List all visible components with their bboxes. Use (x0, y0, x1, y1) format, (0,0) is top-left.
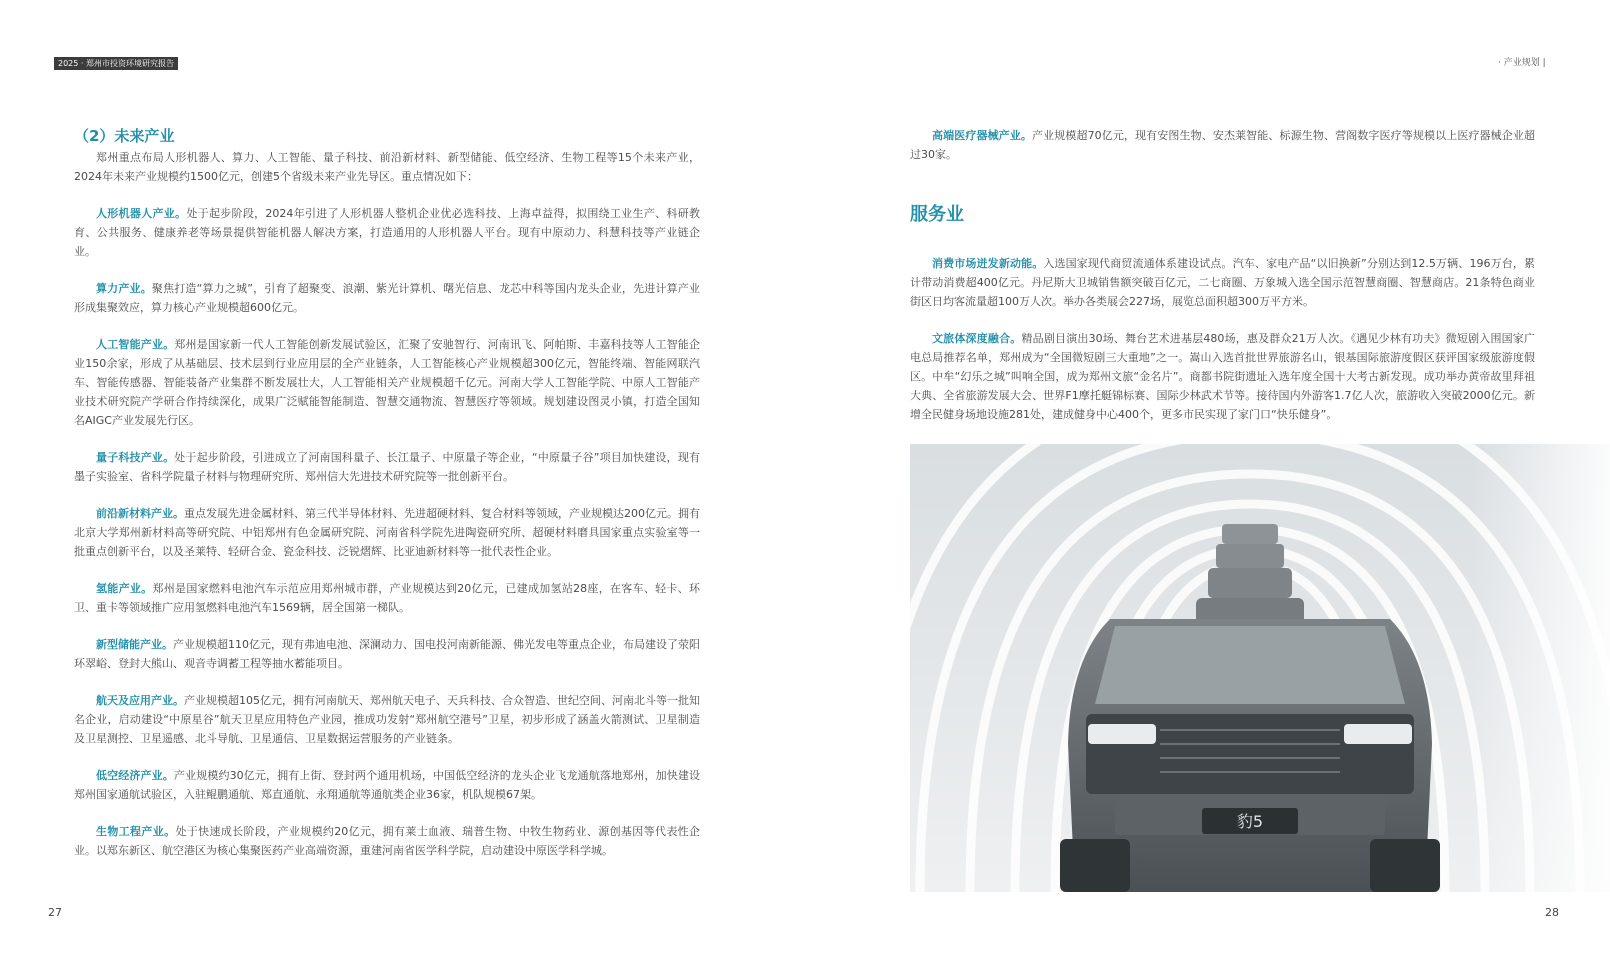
industry-item-keyword: 量子科技产业。 (96, 451, 175, 464)
service-item-paragraph (910, 254, 1535, 311)
medical-device-keyword: 高端医疗器械产业。 (932, 129, 1033, 142)
industry-item-keyword: 前沿新材料产业。 (96, 507, 184, 520)
paragraph-gap (74, 261, 700, 279)
industry-item-keyword: 人形机器人产业。 (96, 207, 187, 220)
paragraph-gap (74, 804, 700, 822)
industry-item-keyword: 新型储能产业。 (96, 638, 173, 651)
industry-item-paragraph (74, 504, 700, 561)
right-column (910, 126, 1535, 424)
medical-device-paragraph (910, 126, 1535, 164)
paragraph-gap (74, 430, 700, 448)
industry-item-text: 聚焦打造“算力之城”，引育了超聚变、浪潮、紫光计算机、曙光信息、龙芯中科等国内龙头企业，先进计算产业形成集聚效应，算力核心产业规模超600亿元。 (74, 282, 700, 314)
industry-item-keyword: 航天及应用产业。 (96, 694, 184, 707)
industry-item-keyword: 低空经济产业。 (96, 769, 174, 782)
service-item-text: 入选国家现代商贸流通体系建设试点。汽车、家电产品“以旧换新”分别达到12.5万辆、196万台，累计带动消费超400亿元。丹尼斯大卫城销售额突破百亿元，二七商圈、万象城入选全国示范智慧商圈、智慧商店。21条特色商业街区日均客流量超100万人次。举办各类展会227场，展览总面积超300万平方米。 (910, 257, 1535, 308)
future-industry-list (74, 186, 700, 860)
service-item-keyword: 消费市场迸发新动能。 (932, 257, 1044, 270)
industry-item-text: 处于快速成长阶段，产业规模约20亿元，拥有莱士血液、瑞普生物、中牧生物药业、源创基因等代表性企业。以郑东新区、航空港区为核心集聚医药产业高端资源，重建河南省医学科学院，启动建设中原医学科学城。 (74, 825, 701, 857)
industry-item-keyword: 人工智能产业。 (96, 338, 175, 351)
paragraph-gap (74, 186, 700, 204)
industry-item-paragraph (74, 579, 700, 617)
car-production-line-photo (910, 444, 1610, 892)
industry-item-text: 产业规模超105亿元，拥有河南航天、郑州航天电子、天兵科技、合众智造、世纪空间、河南北斗等一批知名企业，启动建设“中原星谷”航天卫星应用特色产业园，推成功发射“郑州航空港号”卫星，初步形成了涵盖火箭测试、卫星制造及卫星测控、卫星遥感、北斗导航、卫星通信、卫星数据运营服务的产业链条。 (74, 694, 700, 745)
industry-item-keyword: 氢能产业。 (96, 582, 153, 595)
industry-item-text: 处于起步阶段，2024年引进了人形机器人整机企业优必选科技、上海卓益得，拟围绕工业生产、科研教育、公共服务、健康养老等场景提供智能机器人解决方案，打造通用的人形机器人平台。现有中原动力、科慧科技等产业链企业。 (74, 207, 700, 258)
industry-item-paragraph (74, 635, 700, 673)
service-industry-list (910, 236, 1535, 424)
future-industry-intro: 郑州重点布局人形机器人、算力、人工智能、量子科技、前沿新材料、新型储能、低空经济、生物工程等15个未来产业，2024年未来产业规模约1500亿元，创建5个省级未来产业先导区。重点情况如下： (74, 151, 700, 183)
industry-item-paragraph (74, 204, 700, 261)
service-item-text: 精品剧目演出30场、舞台艺术进基层480场，惠及群众21万人次。《遇见少林有功夫》微短剧入围国家广电总局推荐名单，郑州成为“全国微短剧三大重地”之一。嵩山入选首批世界旅游名山，银基国际旅游度假区获评国家级旅游度假区。中牟“幻乐之城”叫响全国，成为郑州文旅“金名片”。商都书院街遗址入选年度全国十大考古新发现。成功举办黄帝故里拜祖大典、全省旅游发展大会、世界F1摩托艇锦标赛、国际少林武术节等。接待国内外游客1.7亿人次，旅游收入突破2000亿元。新增全民健身场地设施281处，建成健身中心400个，更多市民实现了家门口“快乐健身”。 (910, 332, 1535, 421)
left-column (74, 126, 700, 860)
industry-item-text: 产业规模超110亿元，现有弗迪电池、深澜动力、国电投河南新能源、佛光发电等重点企业，布局建设了荥阳环翠峪、登封大熊山、观音寺调蓄工程等抽水蓄能项目。 (74, 638, 700, 670)
industry-item-keyword: 算力产业。 (96, 282, 152, 295)
report-header-tag: 2025 · 郑州市投资环境研究报告 (54, 57, 178, 70)
industry-item-text: 产业规模约30亿元，拥有上街、登封两个通用机场，中国低空经济的龙头企业飞龙通航落地郑州，加快建设郑州国家通航试验区，入驻鲲鹏通航、郑直通航、永翔通航等通航类企业36家，机队规模67架。 (74, 769, 701, 801)
industry-item-text: 重点发展先进金属材料、第三代半导体材料、先进超硬材料、复合材料等领域，产业规模达200亿元。拥有北京大学郑州新材料高等研究院、中铝郑州有色金属研究院、河南省科学院先进陶瓷研究所、超硬材料磨具国家重点实验室等一批重点创新平台，以及圣莱特、轻研合金、瓷金科技、泛锐熠辉、比亚迪新材料等一批代表性企业。 (74, 507, 700, 558)
paragraph-gap (74, 317, 700, 335)
industry-item-keyword: 生物工程产业。 (96, 825, 176, 838)
future-industry-heading: （2）未来产业 (74, 127, 175, 145)
paragraph-gap (74, 617, 700, 635)
medical-device-text: 产业规模超70亿元，现有安图生物、安杰莱智能、标源生物、营阁数字医疗等规模以上医疗器械企业超过30家。 (910, 129, 1536, 161)
service-industry-heading: 服务业 (910, 204, 964, 225)
industry-item-paragraph (74, 335, 700, 430)
industry-item-paragraph (74, 279, 700, 317)
paragraph-gap (74, 561, 700, 579)
section-header-label: · 产业规划 | (1498, 58, 1546, 68)
industry-item-paragraph (74, 691, 700, 748)
industry-item-paragraph (74, 822, 700, 860)
paragraph-gap (74, 673, 700, 691)
industry-item-text: 处于起步阶段，引进成立了河南国科量子、长江量子、中原量子等企业，“中原量子谷”项目加快建设，现有墨子实验室、省科学院量子材料与物理研究所、郑州信大先进技术研究院等一批创新平台。 (74, 451, 700, 483)
page-number-left: 27 (48, 906, 62, 919)
paragraph-gap (910, 311, 1535, 329)
industry-item-paragraph (74, 766, 700, 804)
page-number-right: 28 (1545, 906, 1559, 919)
service-item-paragraph (910, 329, 1535, 424)
paragraph-gap (910, 236, 1535, 254)
service-item-keyword: 文旅体深度融合。 (932, 332, 1022, 345)
industry-item-text: 郑州是国家燃料电池汽车示范应用郑州城市群，产业规模达到20亿元，已建成加氢站28座，在客车、轻卡、环卫、重卡等领域推广应用氢燃料电池汽车1569辆，居全国第一梯队。 (74, 582, 701, 614)
paragraph-gap (74, 748, 700, 766)
industry-item-paragraph (74, 448, 700, 486)
paragraph-gap (74, 486, 700, 504)
industry-item-text: 郑州是国家新一代人工智能创新发展试验区，汇聚了安驰智行、河南讯飞、阿帕斯、丰嘉科技等人工智能企业150余家，形成了从基础层、技术层到行业应用层的全产业链条，人工智能核心产业规模超300亿元，智能终端、智能网联汽车、智能传感器、智能装备产业集群不断发展壮大，人工智能相关产业规模超千亿元。河南大学人工智能学院、中原人工智能产业技术研究院产学研合作持续深化，成果广泛赋能智能制造、智慧交通物流、智慧医疗等领域。规划建设图灵小镇，打造全国知名AIGC产业发展先行区。 (74, 338, 701, 427)
